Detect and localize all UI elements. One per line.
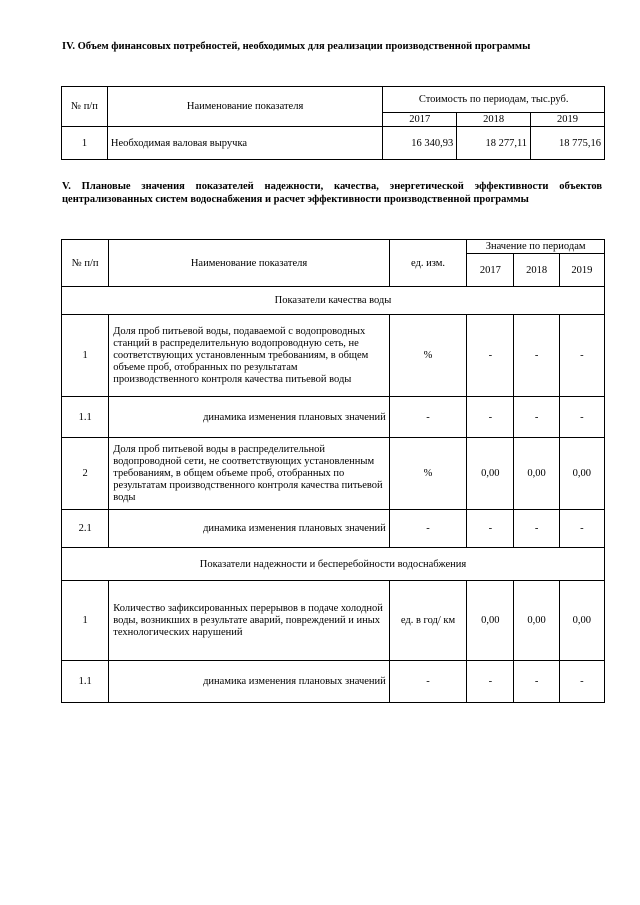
- row-value: -: [467, 510, 514, 548]
- row-value: 0,00: [559, 581, 604, 661]
- table-row: [62, 315, 605, 397]
- row-value: 16 340,93: [383, 127, 457, 160]
- header-num: № п/п: [62, 240, 109, 287]
- header-name: Наименование показателя: [109, 240, 390, 287]
- row-num: 1.1: [62, 661, 109, 703]
- section-4-heading: IV. Объем финансовых потребностей, необходимых для реализации производственной программы: [62, 41, 531, 52]
- row-num: 1: [62, 127, 108, 160]
- row-num: 2.1: [62, 510, 109, 548]
- table-row: [62, 397, 605, 438]
- table-header-row: [62, 87, 605, 113]
- row-value: 0,00: [467, 438, 514, 510]
- header-year: 2018: [457, 113, 531, 127]
- header-year: 2019: [531, 113, 605, 127]
- row-name: Необходимая валовая выручка: [107, 127, 382, 160]
- row-name: динамика изменения плановых значений: [109, 510, 390, 548]
- row-unit: -: [389, 510, 466, 548]
- header-values: Значение по периодам: [467, 240, 605, 254]
- header-num: № п/п: [62, 87, 108, 127]
- row-value: -: [514, 661, 559, 703]
- row-name: Доля проб питьевой воды в распределительной водопроводной сети, не соответствующих установленным требованиям, в общем объеме проб, отобранных по результатам производственного контроля качества питьевой воды: [109, 438, 390, 510]
- row-name: Доля проб питьевой воды, подаваемой с водопроводных станций в распределительную водопроводную сеть, не соответствующих установленным требованиям, в общем объеме проб, отобранных по результатам производственного контроля качества питьевой воды: [109, 315, 390, 397]
- row-num: 1: [62, 315, 109, 397]
- row-unit: -: [389, 661, 466, 703]
- header-name: Наименование показателя: [107, 87, 382, 127]
- row-unit: ед. в год/ км: [389, 581, 466, 661]
- row-unit: %: [389, 438, 466, 510]
- table-row: [62, 510, 605, 548]
- row-value: -: [559, 510, 604, 548]
- row-name: динамика изменения плановых значений: [109, 661, 390, 703]
- row-name: динамика изменения плановых значений: [109, 397, 390, 438]
- header-year: 2017: [467, 254, 514, 287]
- row-value: 0,00: [559, 438, 604, 510]
- header-cost: Стоимость по периодам, тыс.руб.: [383, 87, 605, 113]
- row-value: -: [514, 397, 559, 438]
- header-year: 2019: [559, 254, 604, 287]
- row-value: -: [559, 661, 604, 703]
- row-num: 2: [62, 438, 109, 510]
- header-unit: ед. изм.: [389, 240, 466, 287]
- row-value: 0,00: [467, 581, 514, 661]
- header-year: 2018: [514, 254, 559, 287]
- table-row: [62, 661, 605, 703]
- row-value: 18 775,16: [531, 127, 605, 160]
- section-title: Показатели надежности и бесперебойности водоснабжения: [62, 548, 605, 581]
- row-value: -: [467, 661, 514, 703]
- row-value: -: [467, 397, 514, 438]
- row-num: 1: [62, 581, 109, 661]
- row-value: 0,00: [514, 438, 559, 510]
- row-unit: -: [389, 397, 466, 438]
- table-header-row: [62, 240, 605, 254]
- table-row: [62, 438, 605, 510]
- row-value: -: [559, 315, 604, 397]
- section-row: [62, 287, 605, 315]
- row-value: 18 277,11: [457, 127, 531, 160]
- section-title: Показатели качества воды: [62, 287, 605, 315]
- row-value: 0,00: [514, 581, 559, 661]
- indicators-table: [61, 239, 605, 703]
- table-row: [62, 581, 605, 661]
- financial-needs-table: [61, 86, 605, 160]
- row-value: -: [514, 315, 559, 397]
- row-unit: %: [389, 315, 466, 397]
- row-name: Количество зафиксированных перерывов в подаче холодной воды, возникших в результате аварий, повреждений и иных технологических нарушений: [109, 581, 390, 661]
- table-row: [62, 127, 605, 160]
- row-value: -: [514, 510, 559, 548]
- row-num: 1.1: [62, 397, 109, 438]
- row-value: -: [467, 315, 514, 397]
- row-value: -: [559, 397, 604, 438]
- section-5-heading: V. Плановые значения показателей надежности, качества, энергетической эффективности объектов централизованных систем водоснабжения и расчет эффективности производственной программы: [62, 181, 602, 205]
- header-year: 2017: [383, 113, 457, 127]
- section-row: [62, 548, 605, 581]
